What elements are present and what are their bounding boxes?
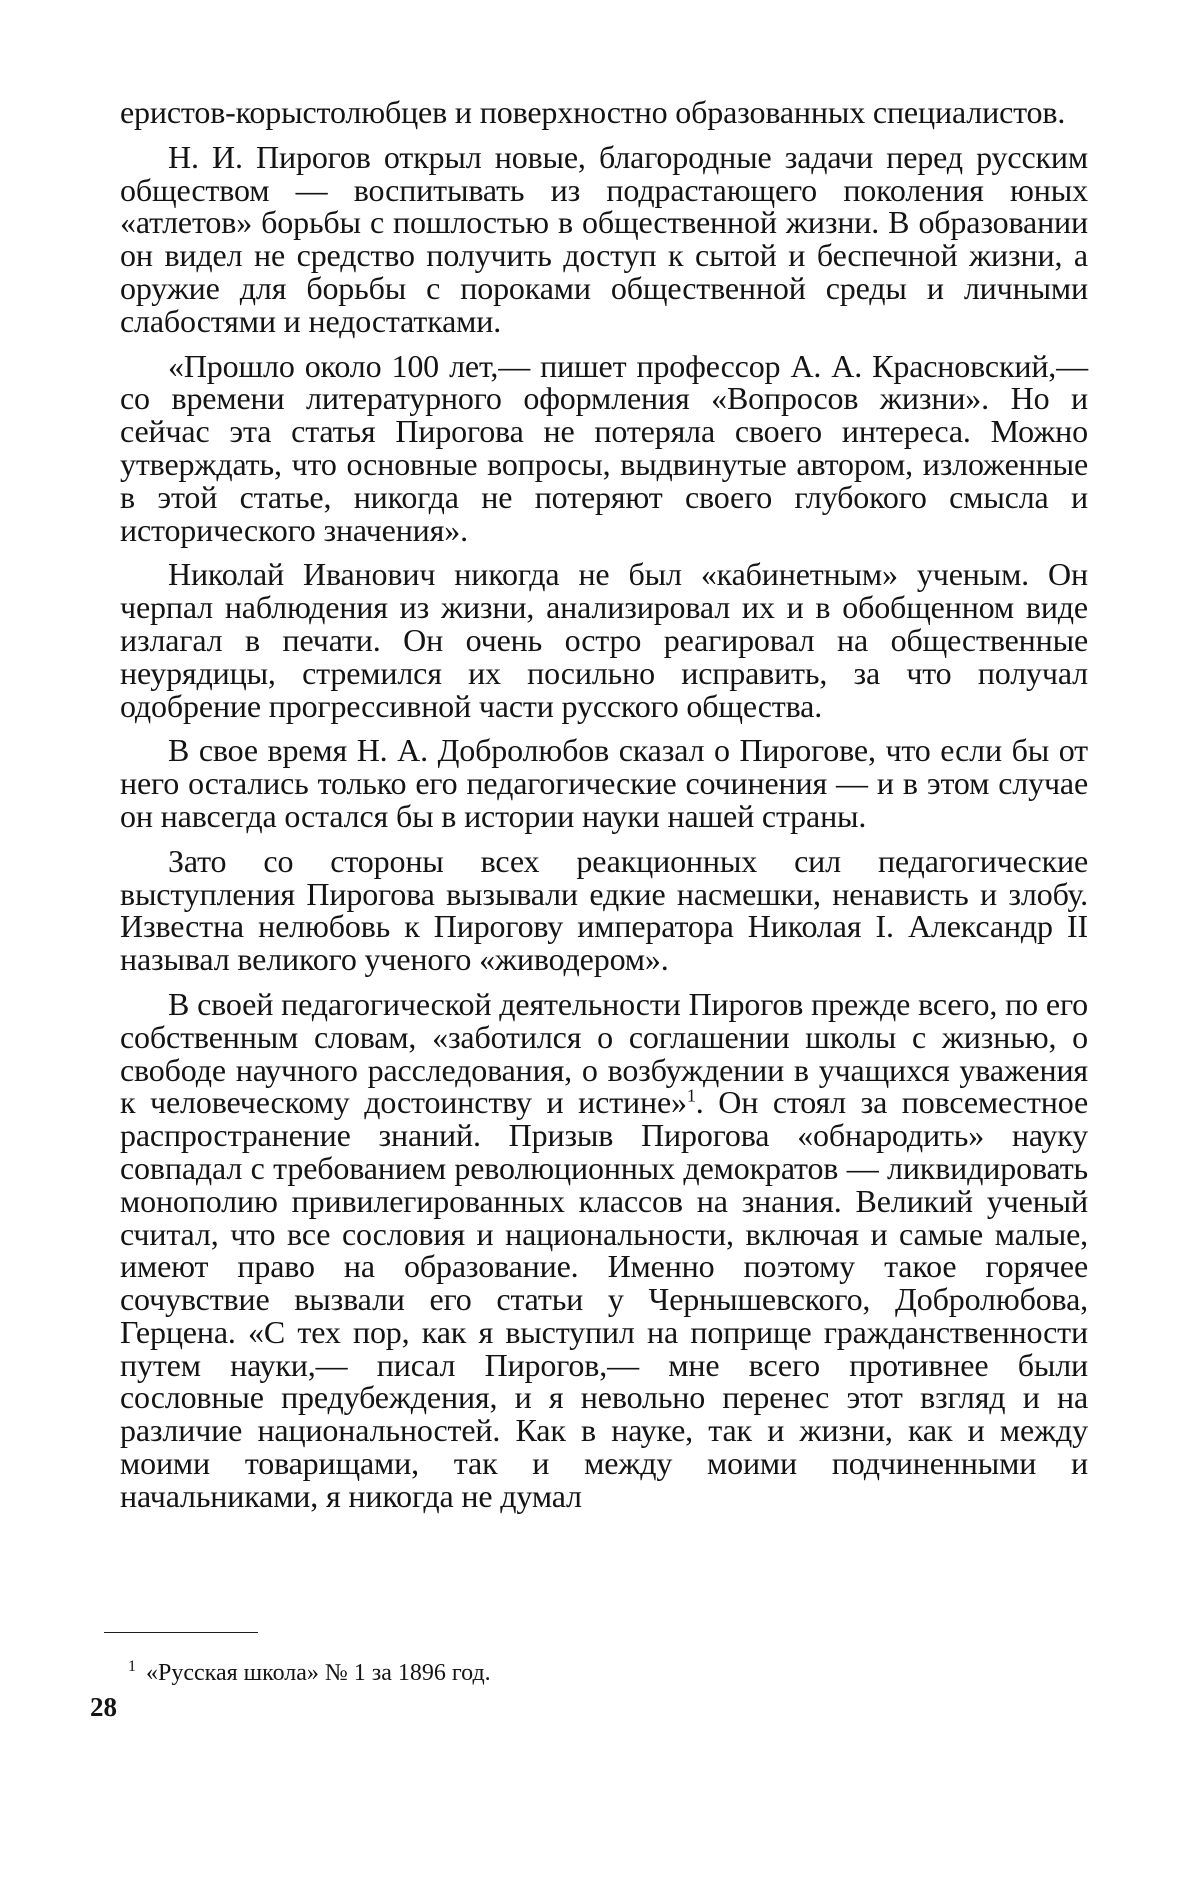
main-text [120,96,1088,1513]
paragraph-text-after-note: . Он стоял за повсеместное распространение знаний. Призыв Пирогова «обнародить» науку совпадал с требованием революционных демократов — ликвидировать монополию привилегированных классов на знания. Великий ученый считал, что все сословия и национальности, включая и самые малые, имеют право на образование. Именно поэтому такое горячее сочувствие вызвали его статьи у Чернышевского, Добролюбова, Герцена. «С тех пор, как я выступил на поприще гражданственности путем науки,— писал Пирогов,— мне всего противнее были сословные предубеждения, и я невольно перенес этот взгляд и на различие национальностей. Как в науке, так и жизни, как и между моими товарищами, так и между моими подчиненными и начальниками, я никогда не думал [120,1084,1088,1514]
page-number: 28 [90,1692,117,1722]
paragraph-continuation: еристов-корыстолюбцев и поверхностно образованных специалистов. [120,94,1066,130]
paragraph-text-before-note: В своей педагогической деятельности Пирогов прежде всего, по его собственным словам, «заботился о соглашении школы с жизнью, о свободе научного расследования, о возбуждении в учащихся уважения к человеческому достоинству и истине» [120,985,1088,1121]
paragraph: «Прошло около 100 лет,— пишет профессор А. А. Красновский,— со времени литературного оформления «Вопросов жизни». Но и сейчас эта статья Пирогова не потеряла своего интереса. Можно утверждать, что основные вопросы, выдвинутые автором, изложенные в этой статье, никогда не потеряют своего глубокого смысла и исторического значения». [120,347,1088,548]
paragraph: Зато со стороны всех реакционных сил педагогические выступления Пирогова вызывали едкие насмешки, ненависть и злобу. Известна нелюбовь к Пирогову императора Николая I. Александр II называл великого ученого «живодером». [120,842,1088,978]
paragraph-with-footnote [120,985,1088,1514]
footnote: 1 «Русская школа» № 1 за 1896 год. [128,1658,491,1686]
paragraph: В свое время Н. А. Добролюбов сказал о Пирогове, что если бы от него остались только его педагогические сочинения — и в этом случае он навсегда остался бы в истории науки нашей страны. [120,732,1088,834]
paragraph: Николай Иванович никогда не был «кабинетным» ученым. Он черпал наблюдения из жизни, анализировал их и в обобщенном виде излагал в печати. Он очень остро реагировал на общественные неурядицы, стремился их посильно исправить, за что получал одобрение прогрессивной части русского общества. [120,556,1088,724]
paragraph: Н. И. Пирогов открыл новые, благородные задачи перед русским обществом — воспитывать из подрастающего поколения юных «атлетов» борьбы с пошлостью в общественной жизни. В образовании он видел не средство получить доступ к сытой и беспечной жизни, а оружие для борьбы с пороками общественной среды и личными слабостями и недостатками. [120,138,1088,339]
footnote-text: «Русская школа» № 1 за 1896 год. [146,1660,491,1686]
footnote-separator [104,1632,258,1633]
footnote-reference: 1 [686,1085,696,1106]
